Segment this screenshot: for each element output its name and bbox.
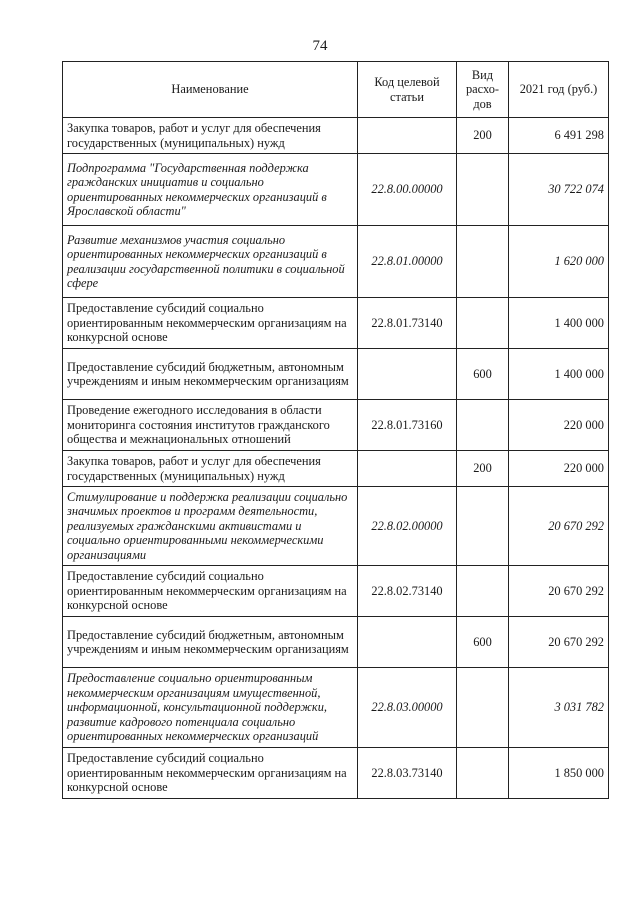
row-name-cell: Предоставление субсидий бюджетным, автономным учреждениям и иным некоммерческим организациям [63,349,358,400]
row-type-cell [457,566,509,617]
table-header-row [63,62,609,118]
table-row [63,451,609,487]
row-code-cell [358,451,457,487]
row-code-cell: 22.8.01.73160 [358,400,457,451]
row-amount-cell: 20 670 292 [509,566,609,617]
header-amount: 2021 год (руб.) [509,62,609,118]
row-type-cell [457,748,509,799]
row-code-cell [358,349,457,400]
row-code-cell [358,617,457,668]
row-amount-cell: 220 000 [509,451,609,487]
table-row [63,400,609,451]
row-name-cell: Стимулирование и поддержка реализации социально значимых проектов и программ деятельности, реализуемых гражданскими активистами и социально ориентированными некоммерческими организациями [63,487,358,566]
row-code-cell: 22.8.03.73140 [358,748,457,799]
row-code-cell: 22.8.01.73140 [358,298,457,349]
row-amount-cell: 30 722 074 [509,154,609,226]
row-code-cell: 22.8.00.00000 [358,154,457,226]
table-row [63,118,609,154]
row-name-cell: Закупка товаров, работ и услуг для обеспечения государственных (муниципальных) нужд [63,451,358,487]
row-type-cell [457,487,509,566]
table-row [63,349,609,400]
row-name-cell: Предоставление субсидий социально ориентированным некоммерческим организациям на конкурсной основе [63,298,358,349]
row-name-cell: Закупка товаров, работ и услуг для обеспечения государственных (муниципальных) нужд [63,118,358,154]
table-row [63,226,609,298]
table-row [63,154,609,226]
row-type-cell: 600 [457,617,509,668]
row-type-cell: 200 [457,451,509,487]
table-row [63,298,609,349]
row-type-cell: 600 [457,349,509,400]
row-name-cell: Предоставление субсидий бюджетным, автономным учреждениям и иным некоммерческим организациям [63,617,358,668]
row-type-cell: 200 [457,118,509,154]
row-type-cell [457,154,509,226]
row-amount-cell: 1 850 000 [509,748,609,799]
row-code-cell: 22.8.02.73140 [358,566,457,617]
row-amount-cell: 3 031 782 [509,668,609,748]
row-name-cell: Предоставление субсидий социально ориентированным некоммерческим организациям на конкурсной основе [63,566,358,617]
row-amount-cell: 1 400 000 [509,298,609,349]
row-type-cell [457,298,509,349]
header-name: Наименование [63,62,358,118]
row-amount-cell: 20 670 292 [509,487,609,566]
row-type-cell [457,400,509,451]
row-name-cell: Предоставление субсидий социально ориентированным некоммерческим организациям на конкурсной основе [63,748,358,799]
row-name-cell: Проведение ежегодного исследования в области мониторинга состояния институтов гражданского общества и межнациональных отношений [63,400,358,451]
row-type-cell [457,668,509,748]
row-type-cell [457,226,509,298]
row-amount-cell: 6 491 298 [509,118,609,154]
table-row [63,617,609,668]
row-name-cell: Подпрограмма "Государственная поддержка гражданских инициатив и социально ориентированных некоммерческих организаций в Ярославской области" [63,154,358,226]
row-name-cell: Развитие механизмов участия социально ориентированных некоммерческих организаций в реализации государственной политики в социальной сфере [63,226,358,298]
table-row [63,487,609,566]
row-code-cell [358,118,457,154]
row-code-cell: 22.8.02.00000 [358,487,457,566]
row-code-cell: 22.8.03.00000 [358,668,457,748]
budget-table [62,61,609,799]
table-row [63,668,609,748]
row-name-cell: Предоставление социально ориентированным некоммерческим организациям имущественной, информационной, консультационной поддержки, развитие кадрового потенциала социально ориентированных некоммерческих организаций [63,668,358,748]
row-code-cell: 22.8.01.00000 [358,226,457,298]
row-amount-cell: 220 000 [509,400,609,451]
header-code: Код целевой статьи [358,62,457,118]
page-number: 74 [312,38,328,54]
table-row [63,748,609,799]
row-amount-cell: 1 620 000 [509,226,609,298]
row-amount-cell: 1 400 000 [509,349,609,400]
table-row [63,566,609,617]
row-amount-cell: 20 670 292 [509,617,609,668]
header-type: Вид расхо-дов [457,62,509,118]
